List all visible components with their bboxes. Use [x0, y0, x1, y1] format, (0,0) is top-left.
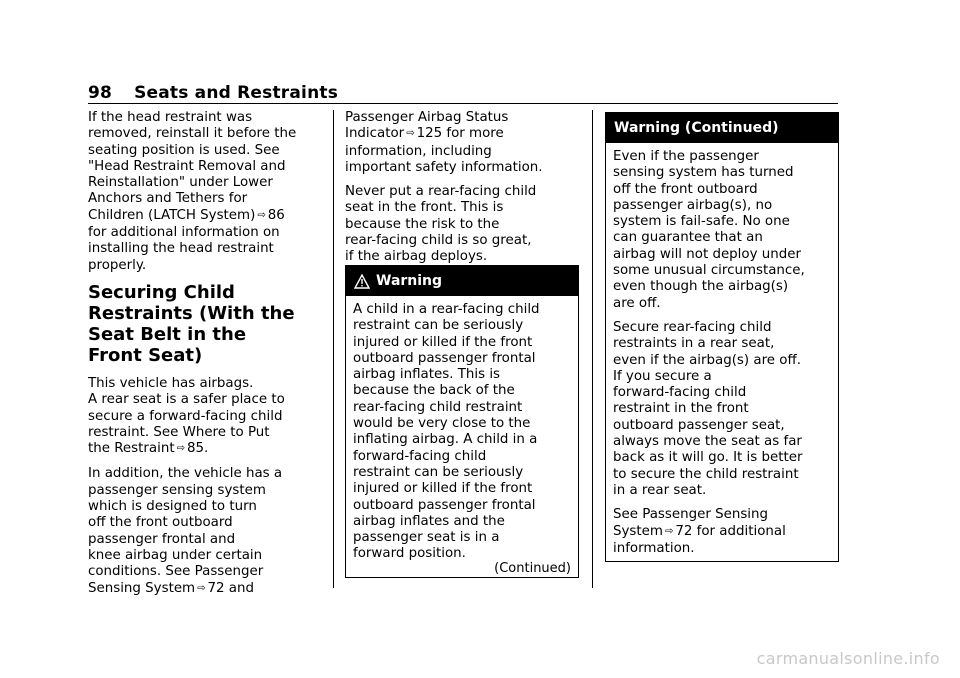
warning-title: Warning	[376, 273, 443, 289]
section-heading: Securing Child Restraints (With the Seat Belt in the Front Seat)	[88, 281, 295, 366]
warning-triangle-icon	[354, 274, 370, 289]
column-divider	[592, 110, 593, 588]
page-ref-link[interactable]: 72 and	[207, 580, 254, 596]
continued-label: (Continued)	[494, 560, 571, 576]
warning-box	[345, 265, 579, 578]
warning-continued-box	[605, 112, 839, 562]
warning-continued-title-bar	[606, 113, 838, 143]
column-2	[345, 110, 577, 274]
header-rule	[88, 103, 838, 104]
page-ref-arrow-icon: ⇨	[197, 582, 206, 594]
rear-facing-paragraph: Never put a rear-facing child seat in the front. This is because the risk to the rear-facing child is so great, if the airbag deploys.	[345, 184, 537, 265]
status-indicator-paragraph: Passenger Airbag Status Indicator ⇨ 125 for more information, including important safety information.	[345, 110, 543, 175]
page-ref-link[interactable]: 72 for additional	[675, 523, 786, 539]
column-divider	[333, 110, 334, 588]
warning-continued-body	[606, 143, 838, 569]
section-title: Seats and Restraints	[134, 83, 339, 103]
page-ref-arrow-icon: ⇨	[257, 209, 266, 221]
airbags-paragraph: This vehicle has airbags. A rear seat is a safer place to secure a forward-facing child restraint. See Where to Put the Restraint ⇨ 85.	[88, 375, 285, 457]
page-number: 98	[88, 83, 113, 103]
warning-text: A child in a rear-facing child restraint can be seriously injured or killed if the front outboard passenger frontal airbag inflates. This is because the back of the rear-facing child restraint would be very close to the inflating airbag. A child in a forward-facing child restraint can be seriously injured or killed if the front outboard passenger frontal airbag inflates and the passenger seat is in a forward position.	[353, 302, 540, 562]
page-ref-arrow-icon: ⇨	[176, 443, 185, 455]
page-ref-arrow-icon: ⇨	[406, 128, 415, 140]
page-header	[88, 83, 338, 103]
page-ref-link[interactable]: 125 for more	[416, 126, 504, 142]
secure-rear-paragraph: Secure rear-facing child restraints in a rear seat, even if the airbag(s) are off. If you secure a forward-facing child restraint in the front outboard passenger seat, always move the seat as far back as it will go. It is better to secure the child restraint in a rear seat.	[613, 319, 803, 498]
page-ref-link[interactable]: 86	[267, 207, 285, 223]
head-restraint-paragraph: If the head restraint was removed, reinstall it before the seating position is used. See "Head Restraint Removal and Reinstallation" under Lower Anchors and Tethers for Children (LATCH System) ⇨ 86 for additional information on installing the head restraint properly.	[88, 110, 297, 273]
page-ref-arrow-icon: ⇨	[664, 525, 674, 537]
watermark: carmanualsonline.info	[756, 649, 940, 668]
warning-body	[346, 296, 578, 581]
warning-continued-title: Warning (Continued)	[614, 120, 779, 136]
fail-safe-paragraph: Even if the passenger sensing system has turned off the front outboard passenger airbag(s), no system is fail-safe. No one can guarantee that an airbag will not deploy under some unusual circumstance, even though the airbag(s) are off.	[613, 149, 805, 311]
see-sensing-paragraph: See Passenger Sensing System ⇨ 72 for additional information.	[613, 507, 786, 556]
page-ref-link[interactable]: 85.	[186, 441, 209, 457]
warning-title-bar	[346, 266, 578, 296]
sensing-paragraph: In addition, the vehicle has a passenger sensing system which is designed to turn off the front outboard passenger frontal and knee airbag under certain conditions. See Passenger Sensing System ⇨ 72 and	[88, 466, 283, 596]
column-1	[88, 110, 324, 606]
